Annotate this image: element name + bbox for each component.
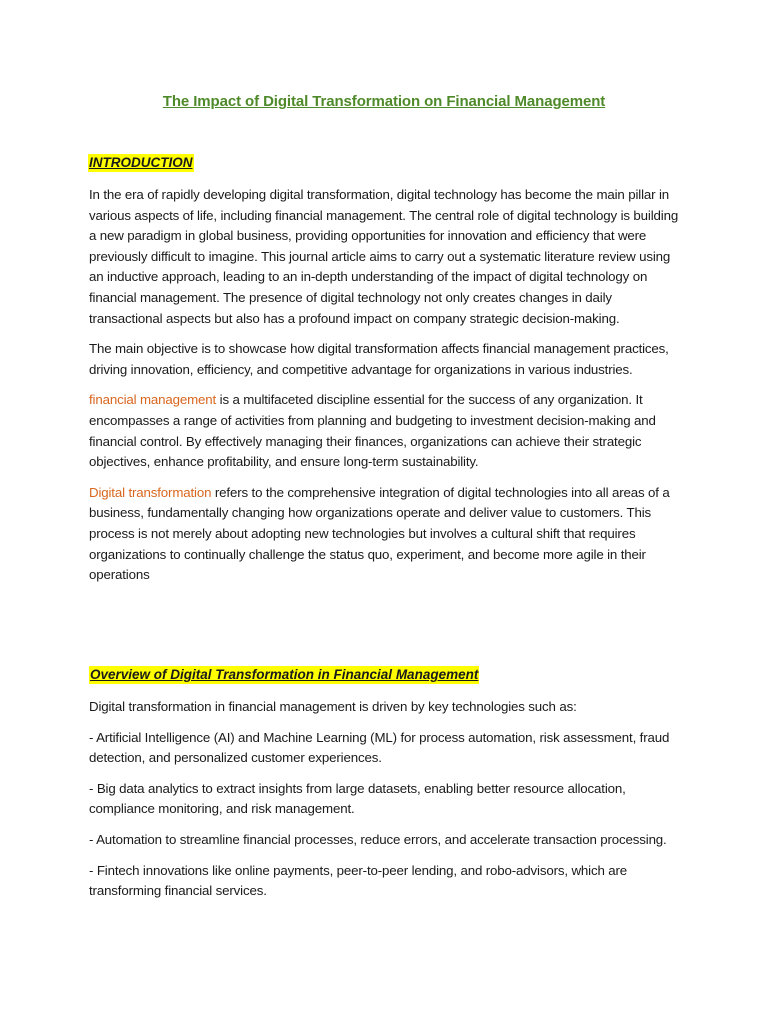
list-item: - Fintech innovations like online payments, peer-to-peer lending, and robo-advisors, which are transforming financial services. xyxy=(89,862,628,899)
overview-section xyxy=(89,697,684,912)
paragraph-text: is a multifaceted discipline essential for the success of any organization. It encompasses a range of activities from planning and budgeting to investment decision-making and financial control. By effectively managing their finances, organizations can achieve their strategic objectives, enhance profitability, and ensure long-term sustainability. xyxy=(89,392,656,470)
highlighted-term: financial management xyxy=(89,392,217,408)
section-heading-overview: Overview of Digital Transformation in Financial Management xyxy=(90,667,479,682)
document-title: The Impact of Digital Transformation on Financial Management xyxy=(162,93,606,110)
list-item: - Automation to streamline financial processes, reduce errors, and accelerate transaction processing. xyxy=(89,831,667,847)
paragraph-text: refers to the comprehensive integration of digital technologies into all areas of a business, fundamentally changing how organizations operate and deliver value to customers. This process is not merely about adopting new technologies but involves a cultural shift that requires organizations to continually challenge the status quo, experiment, and become more agile in their operations xyxy=(89,484,670,583)
paragraph: The main objective is to showcase how digital transformation affects financial management practices, driving innovation, efficiency, and competitive advantage for organizations in various industries. xyxy=(89,341,669,377)
introduction-section xyxy=(89,185,684,596)
list-item: - Big data analytics to extract insights from large datasets, enabling better resource allocation, compliance monitoring, and risk management. xyxy=(89,780,626,817)
paragraph xyxy=(89,390,684,472)
list-item: - Artificial Intelligence (AI) and Machine Learning (ML) for process automation, risk assessment, fraud detection, and personalized customer experiences. xyxy=(89,729,670,766)
paragraph: In the era of rapidly developing digital transformation, digital technology has become the main pillar in various aspects of life, including financial management. The central role of digital technology is building a new paradigm in global business, providing opportunities for innovation and efficiency that were previously difficult to imagine. This journal article aims to carry out a systematic literature review using an inductive approach, leading to an in-depth understanding of the impact of digital technology on financial management. The presence of digital technology not only creates changes in daily transactional aspects but also has a profound impact on company strategic decision-making. xyxy=(89,187,679,326)
paragraph: Digital transformation in financial management is driven by key technologies such as: xyxy=(89,699,577,714)
section-heading-introduction: INTRODUCTION xyxy=(89,155,193,170)
highlighted-term: Digital transformation xyxy=(89,484,212,500)
paragraph xyxy=(89,483,684,586)
